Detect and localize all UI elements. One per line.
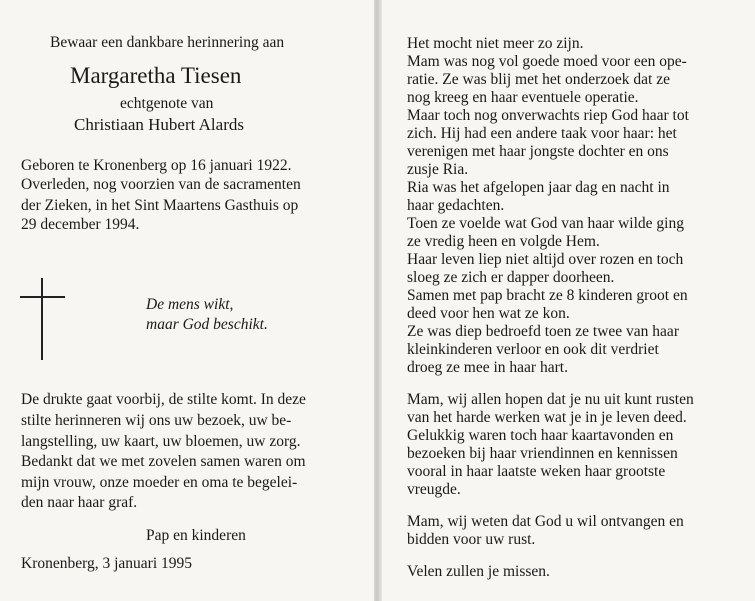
text-line: bezoeken bij haar vriendinnen en kennissen: [407, 445, 678, 462]
text-line: droeg ze mee in haar hart.: [407, 359, 568, 376]
thanks-line: stilte herinneren wij ons uw bezoek, uw be-: [21, 412, 292, 429]
text-line: nog kreeg en haar eventuele operatie.: [407, 89, 639, 106]
right-panel: [382, 0, 755, 601]
text-line: verenigen met haar jongste dochter en ons: [407, 143, 669, 160]
text-line: zusje Ria.: [407, 161, 469, 178]
thanks-line: den naar haar graf.: [21, 494, 138, 511]
text-line: bidden voor uw rust.: [407, 531, 536, 548]
text-line: vreugde.: [407, 481, 461, 498]
place-date: Kronenberg, 3 januari 1995: [21, 555, 193, 572]
text-line: Maar toch nog onverwachts riep God haar tot: [407, 107, 689, 124]
text-line: Haar leven liep niet altijd over rozen en toch: [407, 251, 684, 268]
text-line: Mam was nog vol goede moed voor een ope-: [407, 53, 687, 70]
intro-text: Bewaar een dankbare herinnering aan: [50, 34, 285, 51]
text-line: vooral in haar laatste weken haar grootste: [407, 463, 666, 480]
text-line: Gelukkig waren toch haar kaartavonden en: [407, 427, 674, 444]
text-line: zich. Hij had een andere taak voor haar: het: [407, 125, 677, 142]
bio-line: 29 december 1994.: [21, 216, 140, 233]
text-line: Het mocht niet meer zo zijn.: [407, 35, 584, 52]
deceased-name: Margaretha Tiesen: [70, 63, 242, 88]
text-line: Toen ze voelde wat God van haar wilde ging: [407, 215, 684, 232]
bio-line: Overleden, nog voorzien van de sacramenten: [21, 176, 301, 193]
text-line: Ria was het afgelopen jaar dag en nacht in: [407, 179, 670, 196]
text-line: Samen met pap bracht ze 8 kinderen groot en: [407, 287, 688, 304]
text-line: haar gedachten.: [407, 197, 505, 214]
card-fold: [374, 0, 382, 601]
text-line: kleinkinderen verloor en ook dit verdriet: [407, 341, 659, 358]
spouse-name: Christiaan Hubert Alards: [74, 115, 244, 134]
signature: Pap en kinderen: [146, 527, 246, 544]
thanks-line: De drukte gaat voorbij, de stilte komt. In deze: [21, 391, 306, 408]
text-line: deed voor hen wat ze kon.: [407, 305, 570, 322]
closing-line: Velen zullen je missen.: [407, 563, 550, 580]
text-line: Mam, wij allen hopen dat je nu uit kunt rusten: [407, 391, 694, 408]
left-panel: [0, 0, 374, 601]
text-line: ze vredig heen en volgde Hem.: [407, 233, 600, 250]
text-line: Mam, wij weten dat God u wil ontvangen en: [407, 513, 684, 530]
quote-line: De mens wikt,: [146, 296, 234, 313]
thanks-line: Bedankt dat we met zovelen samen waren om: [21, 453, 306, 470]
bio-line: Geboren te Kronenberg op 16 januari 1922.: [21, 157, 292, 174]
text-line: ratie. Ze was blij met het onderzoek dat ze: [407, 71, 670, 88]
cross-icon-vertical: [41, 278, 43, 360]
bio-line: der Zieken, in het Sint Maartens Gasthuis op: [21, 197, 299, 214]
text-line: Ze was diep bedroefd toen ze twee van haar: [407, 323, 679, 340]
text-line: van het harde werken wat je in je leven deed.: [407, 409, 687, 426]
cross-icon-horizontal: [20, 296, 65, 298]
quote-line: maar God beschikt.: [146, 316, 268, 333]
relation-text: echtgenote van: [120, 95, 214, 112]
thanks-line: langstelling, uw kaart, uw bloemen, uw zorg.: [21, 433, 301, 450]
text-line: sloeg ze zich er dapper doorheen.: [407, 269, 615, 286]
thanks-line: mijn vrouw, onze moeder en oma te begelei-: [21, 474, 298, 491]
